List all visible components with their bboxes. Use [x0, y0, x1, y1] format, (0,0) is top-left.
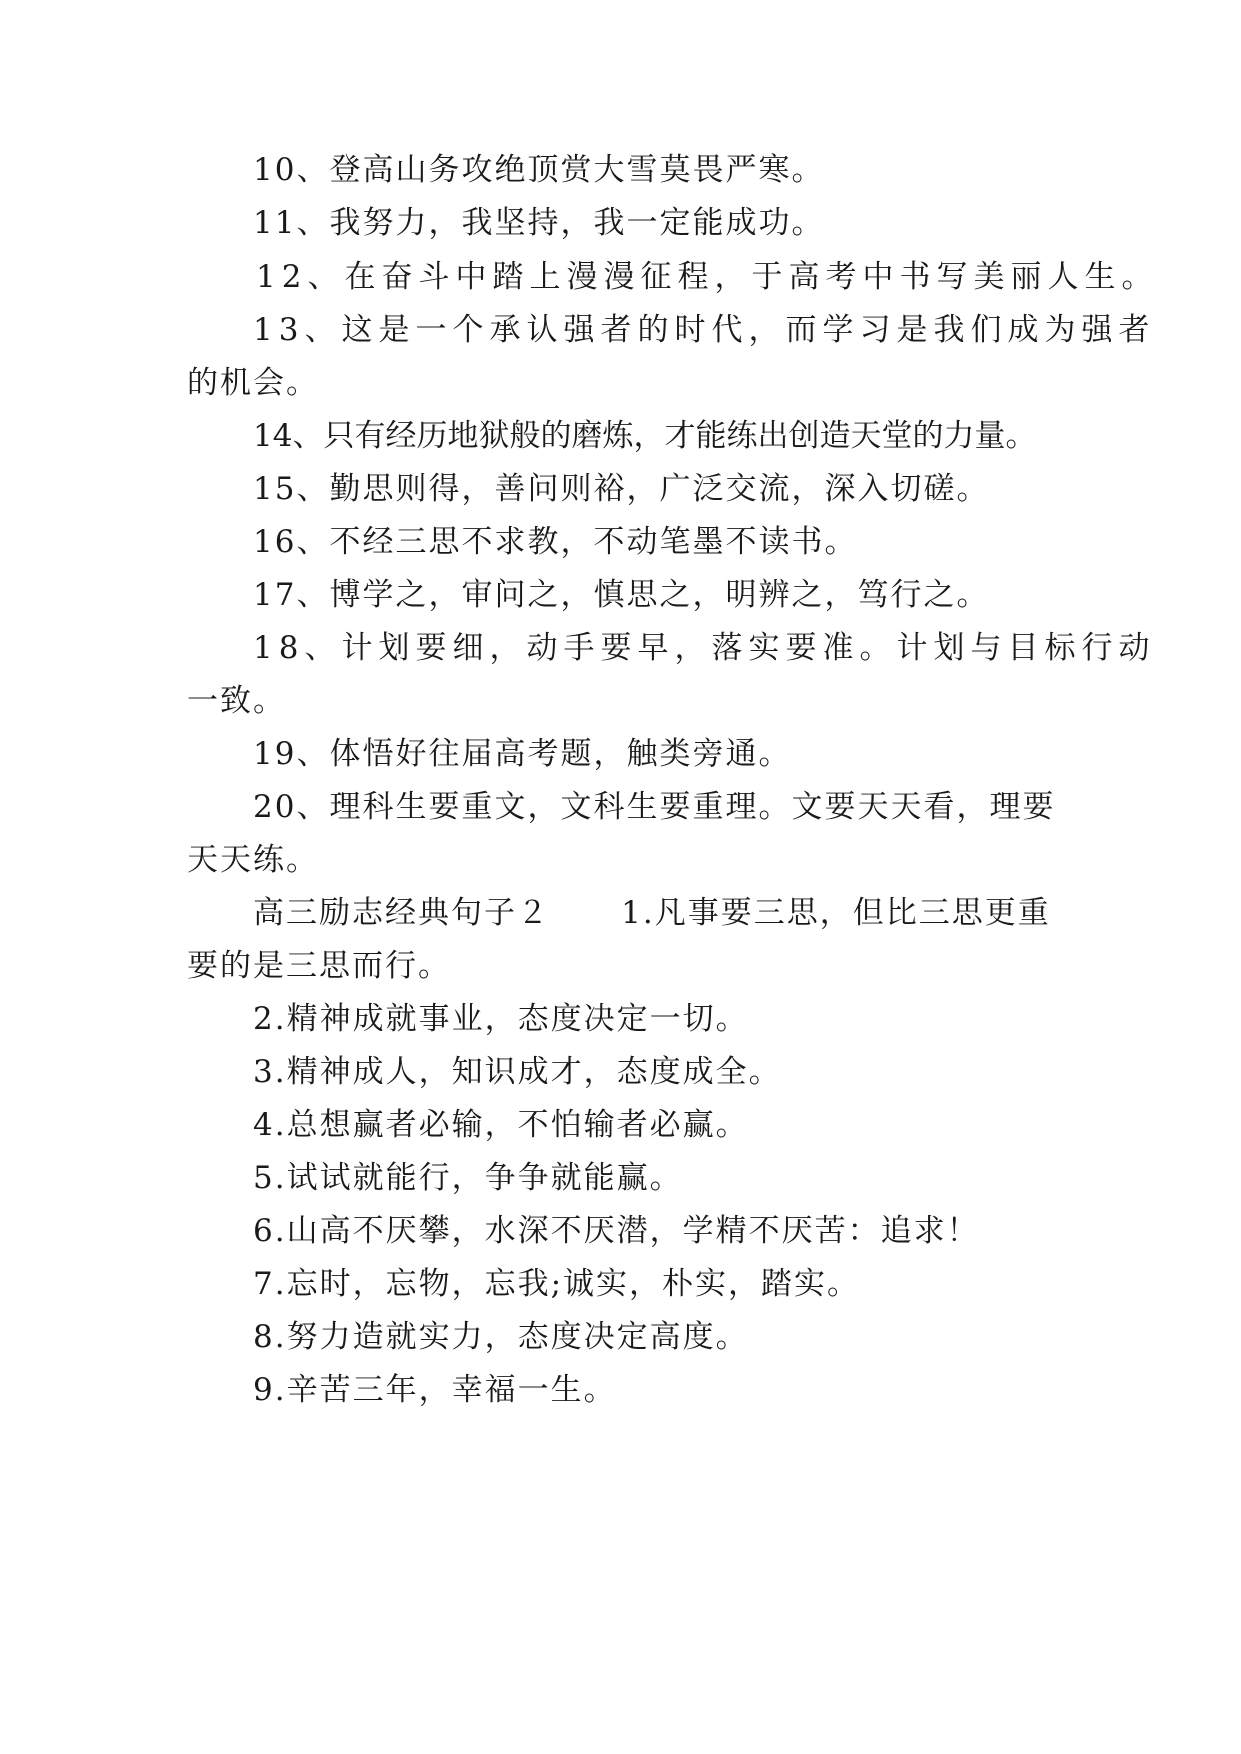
text-line-4: 13、这是一个承认强者的时代，而学习是我们成为强者 — [253, 312, 1156, 348]
text-line-1: 10、登高山务攻绝顶赏大雪莫畏严寒。 — [253, 152, 825, 188]
text-line-12: 19、体悟好往届高考题，触类旁通。 — [253, 736, 792, 772]
text-line-7: 15、勤思则得，善问则裕，广泛交流，深入切磋。 — [253, 471, 990, 507]
text-line-10: 18、计划要细，动手要早，落实要准。计划与目标行动 — [253, 630, 1156, 666]
text-line-6: 14、只有经历地狱般的磨炼，才能练出创造天堂的力量。 — [253, 418, 1037, 454]
text-line-9: 17、博学之，审问之，慎思之，明辨之，笃行之。 — [253, 577, 990, 613]
text-line-3: 12、在奋斗中踏上漫漫征程，于高考中书写美丽人生。 — [256, 259, 1159, 295]
text-line-13: 20、理科生要重文，文科生要重理。文要天天看，理要 — [253, 789, 1056, 825]
text-line-5: 的机会。 — [187, 365, 319, 401]
text-line-14: 天天练。 — [187, 842, 319, 878]
text-line-21: 6.山高不厌攀，水深不厌潜，学精不厌苦：追求！ — [253, 1213, 980, 1249]
text-line-23: 8.努力造就实力，态度决定高度。 — [253, 1319, 749, 1355]
text-line-19: 4.总想赢者必输，不怕输者必赢。 — [253, 1107, 749, 1143]
text-line-24: 9.辛苦三年，幸福一生。 — [253, 1372, 617, 1408]
text-line-17: 2.精神成就事业，态度决定一切。 — [253, 1001, 749, 1037]
text-line-20: 5.试试就能行，争争就能赢。 — [253, 1160, 683, 1196]
text-line-15: 高三励志经典句子２ 1.凡事要三思，但比三思更重 — [253, 895, 1051, 931]
text-line-22: 7.忘时，忘物，忘我;诚实，朴实，踏实。 — [253, 1266, 861, 1302]
text-line-8: 16、不经三思不求教，不动笔墨不读书。 — [253, 524, 858, 560]
text-line-2: 11、我努力，我坚持，我一定能成功。 — [253, 205, 825, 241]
text-line-16: 要的是三思而行。 — [187, 948, 451, 984]
text-line-11: 一致。 — [187, 683, 286, 719]
text-line-18: 3.精神成人，知识成才，态度成全。 — [253, 1054, 782, 1090]
